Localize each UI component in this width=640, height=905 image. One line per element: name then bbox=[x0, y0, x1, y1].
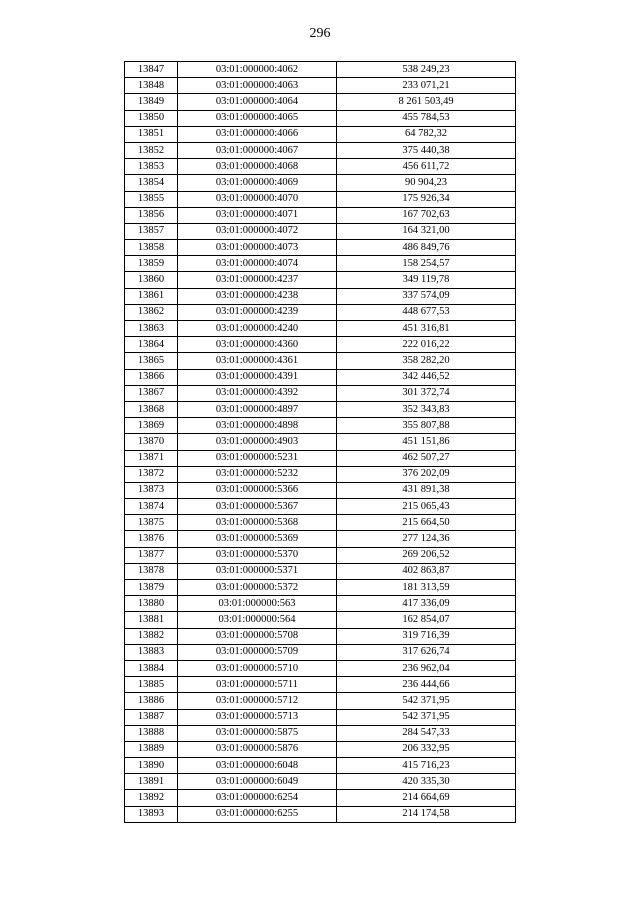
table-row bbox=[125, 110, 516, 126]
row-number-cell: 13885 bbox=[125, 677, 178, 693]
cadastral-value-cell: 214 174,58 bbox=[337, 806, 516, 822]
row-number-cell: 13880 bbox=[125, 596, 178, 612]
cadastral-number-cell: 03:01:000000:4360 bbox=[178, 337, 337, 353]
row-number-cell: 13887 bbox=[125, 709, 178, 725]
cadastral-number-cell: 03:01:000000:4898 bbox=[178, 418, 337, 434]
row-number-cell: 13868 bbox=[125, 401, 178, 417]
cadastral-value-cell: 162 854,07 bbox=[337, 612, 516, 628]
cadastral-value-cell: 358 282,20 bbox=[337, 353, 516, 369]
cadastral-number-cell: 03:01:000000:5711 bbox=[178, 677, 337, 693]
table-row bbox=[125, 709, 516, 725]
table-row bbox=[125, 758, 516, 774]
row-number-cell: 13879 bbox=[125, 580, 178, 596]
row-number-cell: 13877 bbox=[125, 547, 178, 563]
row-number-cell: 13890 bbox=[125, 758, 178, 774]
cadastral-number-cell: 03:01:000000:563 bbox=[178, 596, 337, 612]
cadastral-number-cell: 03:01:000000:4240 bbox=[178, 321, 337, 337]
cadastral-number-cell: 03:01:000000:6254 bbox=[178, 790, 337, 806]
cadastral-value-cell: 451 316,81 bbox=[337, 321, 516, 337]
row-number-cell: 13860 bbox=[125, 272, 178, 288]
cadastral-number-cell: 03:01:000000:6049 bbox=[178, 774, 337, 790]
table-row bbox=[125, 531, 516, 547]
cadastral-value-cell: 269 206,52 bbox=[337, 547, 516, 563]
cadastral-number-cell: 03:01:000000:5367 bbox=[178, 499, 337, 515]
table-row bbox=[125, 191, 516, 207]
row-number-cell: 13891 bbox=[125, 774, 178, 790]
cadastral-number-cell: 03:01:000000:5875 bbox=[178, 725, 337, 741]
row-number-cell: 13862 bbox=[125, 304, 178, 320]
cadastral-number-cell: 03:01:000000:4068 bbox=[178, 159, 337, 175]
table-row bbox=[125, 385, 516, 401]
cadastral-number-cell: 03:01:000000:4897 bbox=[178, 401, 337, 417]
table-row bbox=[125, 482, 516, 498]
row-number-cell: 13850 bbox=[125, 110, 178, 126]
table-row bbox=[125, 434, 516, 450]
table-row bbox=[125, 94, 516, 110]
table-row bbox=[125, 304, 516, 320]
table-body bbox=[125, 62, 516, 823]
cadastral-value-table bbox=[124, 61, 516, 823]
cadastral-number-cell: 03:01:000000:4237 bbox=[178, 272, 337, 288]
cadastral-value-cell: 236 444,66 bbox=[337, 677, 516, 693]
cadastral-value-cell: 90 904,23 bbox=[337, 175, 516, 191]
row-number-cell: 13853 bbox=[125, 159, 178, 175]
cadastral-value-cell: 158 254,57 bbox=[337, 256, 516, 272]
cadastral-value-cell: 206 332,95 bbox=[337, 741, 516, 757]
cadastral-value-cell: 342 446,52 bbox=[337, 369, 516, 385]
row-number-cell: 13867 bbox=[125, 385, 178, 401]
row-number-cell: 13883 bbox=[125, 644, 178, 660]
cadastral-value-cell: 233 071,21 bbox=[337, 78, 516, 94]
cadastral-number-cell: 03:01:000000:5876 bbox=[178, 741, 337, 757]
cadastral-number-cell: 03:01:000000:5368 bbox=[178, 515, 337, 531]
page-number: 296 bbox=[309, 26, 331, 41]
cadastral-number-cell: 03:01:000000:4065 bbox=[178, 110, 337, 126]
table-row bbox=[125, 223, 516, 239]
cadastral-value-cell: 337 574,09 bbox=[337, 288, 516, 304]
cadastral-value-cell: 215 664,50 bbox=[337, 515, 516, 531]
table-row bbox=[125, 515, 516, 531]
cadastral-value-cell: 352 343,83 bbox=[337, 401, 516, 417]
table-row bbox=[125, 563, 516, 579]
cadastral-number-cell: 03:01:000000:5713 bbox=[178, 709, 337, 725]
table-row bbox=[125, 774, 516, 790]
row-number-cell: 13886 bbox=[125, 693, 178, 709]
table-row bbox=[125, 62, 516, 78]
table-row bbox=[125, 337, 516, 353]
table-row bbox=[125, 288, 516, 304]
table-row bbox=[125, 369, 516, 385]
cadastral-value-cell: 402 863,87 bbox=[337, 563, 516, 579]
row-number-cell: 13854 bbox=[125, 175, 178, 191]
table-row bbox=[125, 126, 516, 142]
row-number-cell: 13849 bbox=[125, 94, 178, 110]
row-number-cell: 13871 bbox=[125, 450, 178, 466]
table-row bbox=[125, 806, 516, 822]
table-row bbox=[125, 78, 516, 94]
cadastral-number-cell: 03:01:000000:5369 bbox=[178, 531, 337, 547]
table-row bbox=[125, 256, 516, 272]
cadastral-number-cell: 03:01:000000:4072 bbox=[178, 223, 337, 239]
cadastral-value-cell: 64 782,32 bbox=[337, 126, 516, 142]
table-row bbox=[125, 547, 516, 563]
cadastral-number-cell: 03:01:000000:4903 bbox=[178, 434, 337, 450]
cadastral-number-cell: 03:01:000000:5372 bbox=[178, 580, 337, 596]
row-number-cell: 13893 bbox=[125, 806, 178, 822]
cadastral-value-cell: 542 371,95 bbox=[337, 709, 516, 725]
row-number-cell: 13892 bbox=[125, 790, 178, 806]
table-row bbox=[125, 725, 516, 741]
cadastral-number-cell: 03:01:000000:4066 bbox=[178, 126, 337, 142]
cadastral-value-cell: 417 336,09 bbox=[337, 596, 516, 612]
cadastral-number-cell: 03:01:000000:4239 bbox=[178, 304, 337, 320]
row-number-cell: 13889 bbox=[125, 741, 178, 757]
row-number-cell: 13875 bbox=[125, 515, 178, 531]
cadastral-number-cell: 03:01:000000:4238 bbox=[178, 288, 337, 304]
cadastral-number-cell: 03:01:000000:5710 bbox=[178, 660, 337, 676]
table-row bbox=[125, 272, 516, 288]
cadastral-value-cell: 214 664,69 bbox=[337, 790, 516, 806]
cadastral-value-cell: 455 784,53 bbox=[337, 110, 516, 126]
row-number-cell: 13888 bbox=[125, 725, 178, 741]
cadastral-number-cell: 03:01:000000:4073 bbox=[178, 240, 337, 256]
cadastral-value-cell: 8 261 503,49 bbox=[337, 94, 516, 110]
cadastral-value-cell: 175 926,34 bbox=[337, 191, 516, 207]
cadastral-number-cell: 03:01:000000:4067 bbox=[178, 142, 337, 158]
cadastral-value-cell: 462 507,27 bbox=[337, 450, 516, 466]
table-row bbox=[125, 401, 516, 417]
table-row bbox=[125, 450, 516, 466]
cadastral-number-cell: 03:01:000000:4069 bbox=[178, 175, 337, 191]
cadastral-value-cell: 376 202,09 bbox=[337, 466, 516, 482]
cadastral-number-cell: 03:01:000000:564 bbox=[178, 612, 337, 628]
cadastral-value-cell: 415 716,23 bbox=[337, 758, 516, 774]
cadastral-value-cell: 355 807,88 bbox=[337, 418, 516, 434]
cadastral-number-cell: 03:01:000000:5370 bbox=[178, 547, 337, 563]
cadastral-value-cell: 167 702,63 bbox=[337, 207, 516, 223]
table-row bbox=[125, 677, 516, 693]
cadastral-value-cell: 319 716,39 bbox=[337, 628, 516, 644]
cadastral-value-cell: 448 677,53 bbox=[337, 304, 516, 320]
row-number-cell: 13865 bbox=[125, 353, 178, 369]
cadastral-number-cell: 03:01:000000:5371 bbox=[178, 563, 337, 579]
row-number-cell: 13874 bbox=[125, 499, 178, 515]
row-number-cell: 13878 bbox=[125, 563, 178, 579]
cadastral-number-cell: 03:01:000000:5709 bbox=[178, 644, 337, 660]
row-number-cell: 13863 bbox=[125, 321, 178, 337]
row-number-cell: 13872 bbox=[125, 466, 178, 482]
cadastral-value-cell: 222 016,22 bbox=[337, 337, 516, 353]
row-number-cell: 13869 bbox=[125, 418, 178, 434]
cadastral-value-cell: 277 124,36 bbox=[337, 531, 516, 547]
table-row bbox=[125, 207, 516, 223]
cadastral-value-cell: 486 849,76 bbox=[337, 240, 516, 256]
cadastral-value-cell: 451 151,86 bbox=[337, 434, 516, 450]
table-row bbox=[125, 321, 516, 337]
cadastral-number-cell: 03:01:000000:4062 bbox=[178, 62, 337, 78]
row-number-cell: 13859 bbox=[125, 256, 178, 272]
cadastral-number-cell: 03:01:000000:6255 bbox=[178, 806, 337, 822]
cadastral-number-cell: 03:01:000000:4071 bbox=[178, 207, 337, 223]
table-row bbox=[125, 628, 516, 644]
row-number-cell: 13851 bbox=[125, 126, 178, 142]
cadastral-value-cell: 420 335,30 bbox=[337, 774, 516, 790]
table-row bbox=[125, 660, 516, 676]
cadastral-number-cell: 03:01:000000:4064 bbox=[178, 94, 337, 110]
table-row bbox=[125, 466, 516, 482]
cadastral-number-cell: 03:01:000000:4063 bbox=[178, 78, 337, 94]
table-row bbox=[125, 175, 516, 191]
row-number-cell: 13861 bbox=[125, 288, 178, 304]
cadastral-value-cell: 164 321,00 bbox=[337, 223, 516, 239]
row-number-cell: 13858 bbox=[125, 240, 178, 256]
table-row bbox=[125, 353, 516, 369]
cadastral-number-cell: 03:01:000000:4391 bbox=[178, 369, 337, 385]
table-row bbox=[125, 159, 516, 175]
row-number-cell: 13866 bbox=[125, 369, 178, 385]
cadastral-value-cell: 236 962,04 bbox=[337, 660, 516, 676]
cadastral-value-cell: 215 065,43 bbox=[337, 499, 516, 515]
cadastral-value-cell: 538 249,23 bbox=[337, 62, 516, 78]
row-number-cell: 13848 bbox=[125, 78, 178, 94]
cadastral-value-cell: 542 371,95 bbox=[337, 693, 516, 709]
cadastral-number-cell: 03:01:000000:5232 bbox=[178, 466, 337, 482]
table-row bbox=[125, 580, 516, 596]
row-number-cell: 13882 bbox=[125, 628, 178, 644]
cadastral-number-cell: 03:01:000000:5366 bbox=[178, 482, 337, 498]
cadastral-value-cell: 375 440,38 bbox=[337, 142, 516, 158]
row-number-cell: 13856 bbox=[125, 207, 178, 223]
row-number-cell: 13876 bbox=[125, 531, 178, 547]
cadastral-number-cell: 03:01:000000:4361 bbox=[178, 353, 337, 369]
table-row bbox=[125, 612, 516, 628]
cadastral-number-cell: 03:01:000000:6048 bbox=[178, 758, 337, 774]
cadastral-value-cell: 181 313,59 bbox=[337, 580, 516, 596]
row-number-cell: 13847 bbox=[125, 62, 178, 78]
table-row bbox=[125, 790, 516, 806]
cadastral-number-cell: 03:01:000000:5708 bbox=[178, 628, 337, 644]
table-row bbox=[125, 142, 516, 158]
row-number-cell: 13870 bbox=[125, 434, 178, 450]
cadastral-number-cell: 03:01:000000:4070 bbox=[178, 191, 337, 207]
cadastral-number-cell: 03:01:000000:4074 bbox=[178, 256, 337, 272]
cadastral-value-cell: 317 626,74 bbox=[337, 644, 516, 660]
cadastral-number-cell: 03:01:000000:5231 bbox=[178, 450, 337, 466]
row-number-cell: 13852 bbox=[125, 142, 178, 158]
table-row bbox=[125, 499, 516, 515]
row-number-cell: 13864 bbox=[125, 337, 178, 353]
cadastral-value-cell: 301 372,74 bbox=[337, 385, 516, 401]
table-row bbox=[125, 596, 516, 612]
cadastral-value-cell: 349 119,78 bbox=[337, 272, 516, 288]
row-number-cell: 13873 bbox=[125, 482, 178, 498]
table-row bbox=[125, 418, 516, 434]
row-number-cell: 13855 bbox=[125, 191, 178, 207]
cadastral-number-cell: 03:01:000000:5712 bbox=[178, 693, 337, 709]
table-row bbox=[125, 644, 516, 660]
row-number-cell: 13857 bbox=[125, 223, 178, 239]
row-number-cell: 13884 bbox=[125, 660, 178, 676]
row-number-cell: 13881 bbox=[125, 612, 178, 628]
cadastral-value-cell: 456 611,72 bbox=[337, 159, 516, 175]
table-row bbox=[125, 240, 516, 256]
cadastral-value-cell: 284 547,33 bbox=[337, 725, 516, 741]
cadastral-value-cell: 431 891,38 bbox=[337, 482, 516, 498]
cadastral-number-cell: 03:01:000000:4392 bbox=[178, 385, 337, 401]
table-row bbox=[125, 741, 516, 757]
table-row bbox=[125, 693, 516, 709]
